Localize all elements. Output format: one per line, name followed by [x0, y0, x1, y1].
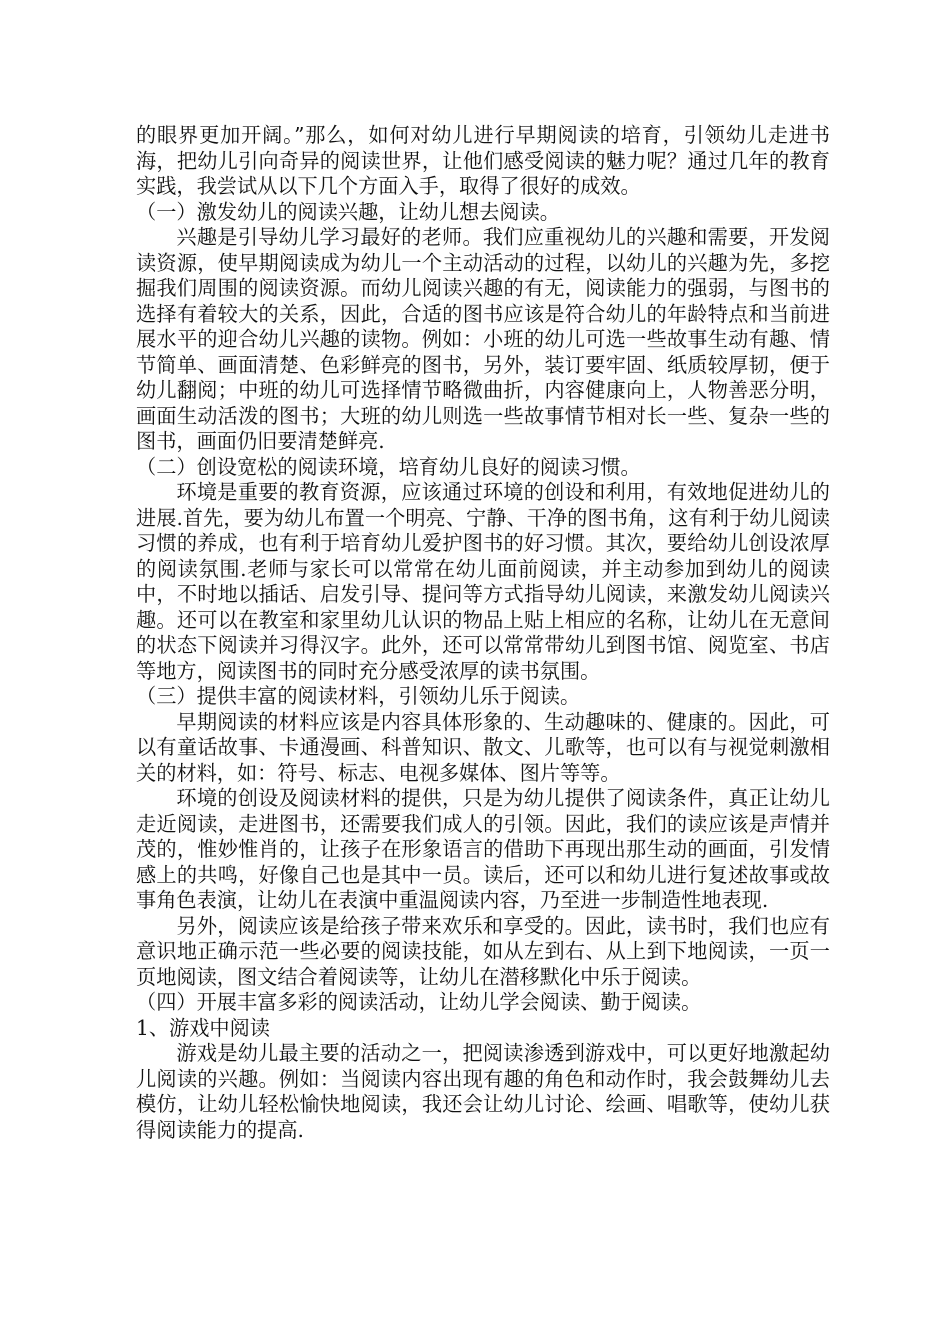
subsection-heading-1: 1、游戏中阅读: [136, 1015, 270, 1040]
section-body-3a: 早期阅读的材料应该是内容具体形象的、生动趣味的、健康的。因此，可以有童话故事、卡通漫画、科普知识、散文、儿歌等，也可以有与视觉刺激相关的材料，如：符号、标志、电视多媒体、图片等等。: [136, 709, 830, 785]
paragraph-intro-continued: 的眼界更加开阔。”那么，如何对幼儿进行早期阅读的培育，引领幼儿走进书海，把幼儿引向奇异的阅读世界，让他们感受阅读的魅力呢？通过几年的教育实践，我尝试从以下几个方面入手，取得了很好的成效。: [136, 123, 830, 198]
section-body-3b: 环境的创设及阅读材料的提供，只是为幼儿提供了阅读条件，真正让幼儿走近阅读，走进图书，还需要我们成人的引领。因此，我们的读应该是声情并茂的，惟妙惟肖的，让孩子在形象语言的借助下再现出那生动的画面，引发情感上的共鸣，好像自己也是其中一员。读后，还可以和幼儿进行复述故事或故事角色表演，让幼儿在表演中重温阅读内容，乃至进一步制造性地表现.: [136, 786, 830, 912]
subsection-body-1: 游戏是幼儿最主要的活动之一，把阅读渗透到游戏中，可以更好地激起幼儿阅读的兴趣。例如：当阅读内容出现有趣的角色和动作时，我会鼓舞幼儿去模仿，让幼儿轻松愉快地阅读，我还会让幼儿讨论、绘画、唱歌等，使幼儿获得阅读能力的提高.: [136, 1041, 830, 1142]
section-body-3c: 另外，阅读应该是给孩子带来欢乐和享受的。因此，读书时，我们也应有意识地正确示范一些必要的阅读技能，如从左到右、从上到下地阅读，一页一页地阅读，图文结合着阅读等，让幼儿在潜移默化中乐于阅读。: [136, 913, 830, 989]
section-heading-2: （二）创设宽松的阅读环境，培育幼儿良好的阅读习惯。: [136, 454, 641, 479]
section-body-2: 环境是重要的教育资源，应该通过环境的创设和利用，有效地促进幼儿的进展.首先，要为幼儿布置一个明亮、宁静、干净的图书角，这有利于幼儿阅读习惯的养成，也有利于培育幼儿爱护图书的好习惯。其次，要给幼儿创设浓厚的阅读氛围.老师与家长可以常常在幼儿面前阅读，并主动参加到幼儿的阅读中，不时地以插话、启发引导、提问等方式指导幼儿阅读，来激发幼儿阅读兴趣。还可以在教室和家里幼儿认识的物品上贴上相应的名称，让幼儿在无意间的状态下阅读并习得汉字。此外，还可以常常带幼儿到图书馆、阅览室、书店等地方，阅读图书的同时充分感受浓厚的读书氛围。: [136, 480, 830, 683]
document-page: [136, 123, 830, 1143]
section-heading-3: （三）提供丰富的阅读材料，引领幼儿乐于阅读。: [136, 684, 581, 708]
section-body-1: 兴趣是引导幼儿学习最好的老师。我们应重视幼儿的兴趣和需要，开发阅读资源，使早期阅读成为幼儿一个主动活动的过程，以幼儿的兴趣为先，多挖掘我们周围的阅读资源。而幼儿阅读兴趣的有无，阅读能力的强弱，与图书的选择有着较大的关系，因此，合适的图书应该是符合幼儿的年龄特点和当前进展水平的迎合幼儿兴趣的读物。例如：小班的幼儿可选一些故事生动有趣、情节简单、画面清楚、色彩鲜亮的图书，另外，装订要牢固、纸质较厚韧，便于幼儿翻阅；中班的幼儿可选择情节略微曲折，内容健康向上，人物善恶分明，画面生动活泼的图书；大班的幼儿则选一些故事情节相对长一些、复杂一些的图书，画面仍旧要清楚鲜亮.: [136, 225, 830, 453]
section-heading-1: （一）激发幼儿的阅读兴趣，让幼儿想去阅读。: [136, 199, 560, 224]
section-heading-4: （四）开展丰富多彩的阅读活动，让幼儿学会阅读、勤于阅读。: [136, 990, 702, 1014]
